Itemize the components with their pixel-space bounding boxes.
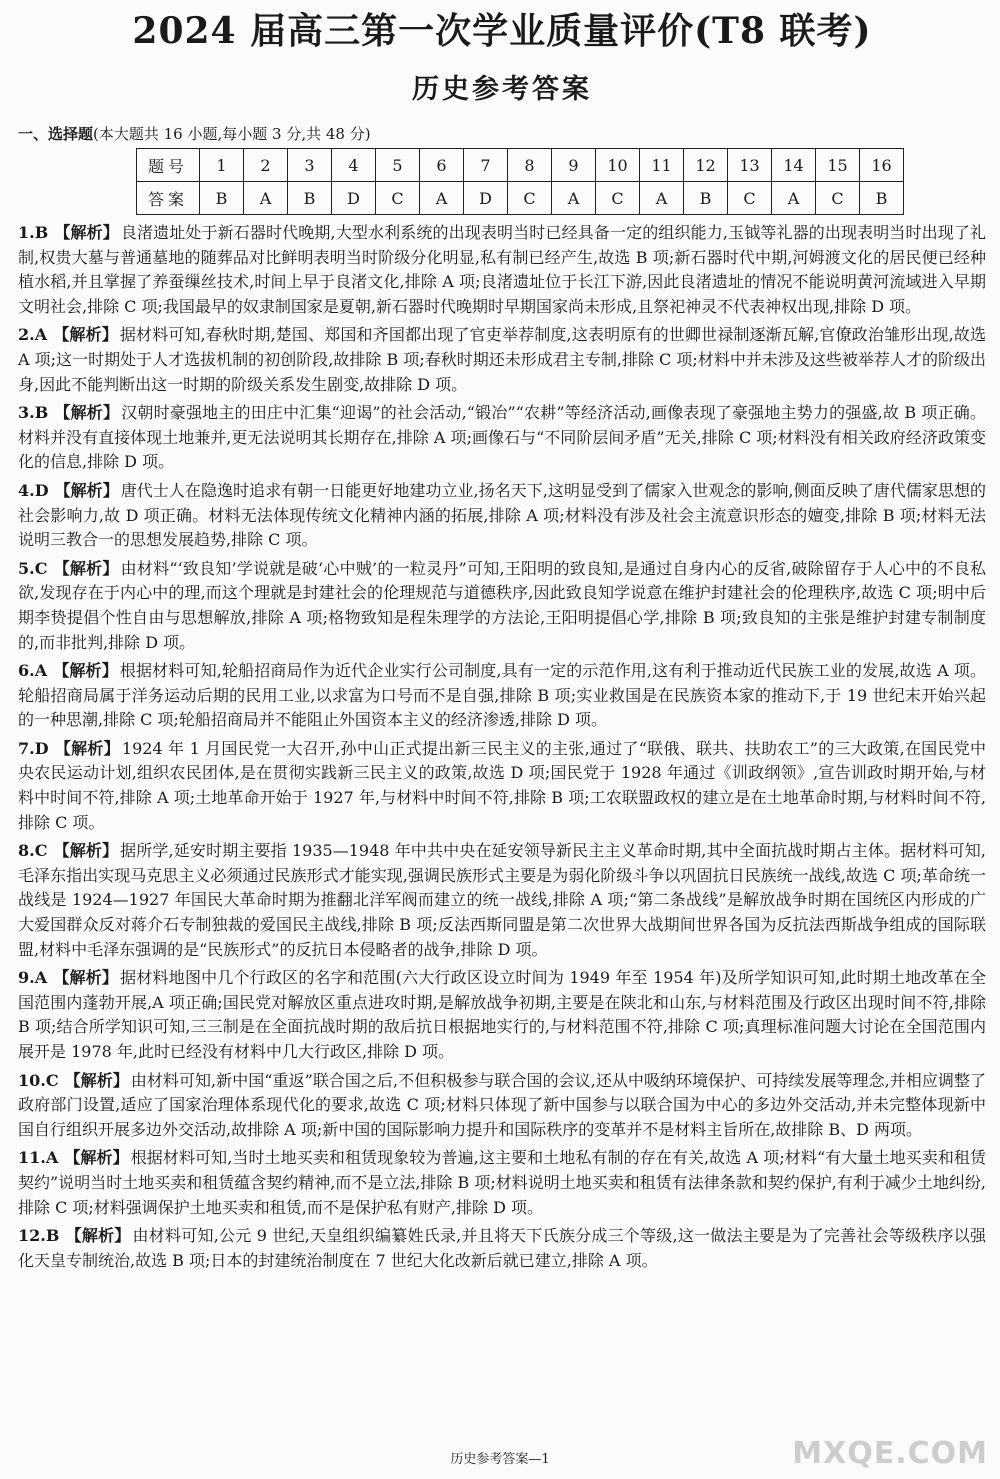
question-number-cell: 1: [200, 149, 244, 182]
answer-cell: B: [288, 182, 332, 215]
item-text: 由材料可知,新中国“重返”联合国之后,不但积极参与联合国的会议,还从中吸纳环境保护、可持续发展等理念,并相应调整了政府部门设置,适应了国家治理体系现代化的要求,故选 C 项;材料只体现了新中国参与以联合国为中心的多边外交活动,并未完整体现新中国自行组织开展多边外交活动,故排除 A 项;新中国的国际影响力提升和国际秩序的变革并不是材料主旨所在,故排除 B、D 两项。: [18, 1070, 986, 1139]
section-note: (本大题共 16 小题,每小题 3 分,共 48 分): [93, 125, 371, 143]
item-text: 由材料可知,公元 9 世纪,天皇组织编纂姓氏录,并且将天下氏族分成三个等级,这一做法主要是为了完善社会等级秩序以强化天皇专制统治,故选 B 项;日本的封建统治制度在 7 世纪大化改新后就已建立,排除 A 项。: [18, 1226, 986, 1270]
item-answer: B: [34, 223, 49, 242]
item-tag: 【解析】: [65, 1226, 131, 1246]
section-heading: [18, 122, 986, 146]
answer-cell: C: [376, 182, 420, 215]
item-number: 3.: [18, 403, 35, 423]
item-tag: 【解析】: [54, 403, 120, 423]
item-answer: C: [34, 558, 48, 578]
item-number: 6.: [18, 661, 35, 681]
explanation-item: [18, 479, 986, 553]
explanation-item: [18, 323, 986, 397]
item-tag: 【解析】: [64, 1148, 129, 1168]
question-number-cell: 12: [684, 149, 728, 182]
question-number-cell: 6: [420, 149, 464, 182]
question-number-cell: 5: [376, 149, 420, 182]
item-number: 4.: [18, 480, 35, 500]
question-number-cell: 11: [640, 149, 684, 182]
item-tag: 【解析】: [53, 841, 119, 861]
item-tag: 【解析】: [54, 738, 120, 758]
explanation-item: [18, 1224, 986, 1273]
question-number-cell: 10: [596, 149, 640, 182]
item-text: 根据材料可知,当时土地买卖和租赁现象较为普遍,这主要和土地私有制的存在有关,故选 A 项;材料“有大量土地买卖和租赁契约”说明当时土地买卖和租赁蕴含契约精神,而不是立法,排除 B 项;材料说明土地买卖和租赁有法律条款和契约保护,有利于减少土地纠纷,排除 C 项;材料强调保护土地买卖和租赁,而不是保护私有财产,排除 D 项。: [18, 1148, 986, 1217]
row-label-answer: 答案: [137, 182, 200, 215]
item-text: 由材料“‘致良知’学说就是破‘心中贼’的一粒灵丹”可知,王阳明的致良知,是通过自身内心的反省,破除留存于人心中的不良私欲,发现存在于内心中的理,而这个理就是封建社会的伦理规范与道德秩序,因此致良知学说意在维护封建社会的伦理秩序,故选 C 项;明中后期李贽提倡个性自由与思想解放,排除 A 项;格物致知是程朱理学的方法论,王阳明提倡心学,排除 B 项;致良知的主张是维护封建专制制度的,而非批判,排除 D 项。: [18, 558, 986, 652]
item-text: 据材料可知,春秋时期,楚国、郑国和齐国都出现了官吏举荐制度,这表明原有的世卿世禄制逐渐瓦解,官僚政治雏形出现,故选 A 项;这一时期处于人才选拔机制的初创阶段,故排除 B 项;春秋时期还未形成君主专制,排除 C 项;材料中并未涉及这些被举荐人才的阶级出身,因此不能判断出这一时期的阶级关系发生剧变,故排除 D 项。: [18, 325, 986, 394]
item-number: 1.: [18, 223, 35, 242]
item-text: 良渚遗址处于新石器时代晚期,大型水利系统的出现表明当时已经具备一定的组织能力,玉钺等礼器的出现表明当时出现了礼制,权贵大墓与普通墓地的随葬品对比鲜明表明当时阶级分化明显,私有制已经产生,故选 B 项;新石器时代中期,河姆渡文化的居民便已经种植水稻,并且掌握了养蚕缫丝技术,时间上早于良渚文化,排除 A 项;良渚遗址位于长江下游,因此良渚遗址的情况不能说明黄河流域进入早期文明社会,排除 C 项;我国最早的奴隶制国家是夏朝,新石器时代晚期时早期国家尚未形成,且祭祀神灵不代表神权出现,排除 D 项。: [18, 223, 986, 316]
answer-cell: C: [596, 182, 640, 215]
item-answer: D: [34, 480, 49, 500]
row-label-question-number: 题号: [137, 149, 200, 182]
answer-cell: B: [860, 182, 904, 215]
item-answer: C: [45, 1070, 59, 1090]
item-answer: B: [34, 403, 49, 423]
answer-cell: A: [772, 182, 816, 215]
page-footer: 历史参考答案—1: [450, 1452, 550, 1467]
explanation-item: [18, 839, 986, 962]
item-number: 7.: [18, 738, 35, 758]
item-tag: 【解析】: [53, 661, 118, 681]
explanation-item: [18, 1146, 986, 1220]
item-text: 唐代士人在隐逸时追求有朝一日能更好地建功立业,扬名天下,这明显受到了儒家入世观念的影响,侧面反映了唐代儒家思想的社会影响力,故 D 项正确。材料无法体现传统文化精神内涵的拓展,排除 A 项;材料没有涉及社会主流意识形态的嬗变,排除 B 项;材料无法说明三教合一的思想发展趋势,排除 C 项。: [18, 480, 986, 550]
answer-cell: D: [464, 182, 508, 215]
explanation-item: [18, 966, 986, 1064]
item-text: 1924 年 1 月国民党一大召开,孙中山正式提出新三民主义的主张,通过了“联俄、联共、扶助农工”的三大政策,在国民党中央农民运动计划,组织农民团体,是在贯彻实践新三民主义的政策,故选 D 项;国民党于 1928 年通过《训政纲领》,宣告训政时期开始,与材料中时间不符,排除 A 项;土地革命开始于 1927 年,与材料中时间不符,排除 B 项;工农联盟政权的建立是在土地革命时期,与材料时间不符,排除 C 项。: [18, 738, 986, 832]
question-number-cell: 9: [552, 149, 596, 182]
page-title: 2024 届高三第一次学业质量评价(T8 联考): [132, 10, 872, 52]
question-number-cell: 14: [772, 149, 816, 182]
item-tag: 【解析】: [54, 480, 119, 500]
question-number-row: [137, 149, 904, 182]
answer-cell: C: [816, 182, 860, 215]
question-number-cell: 3: [288, 149, 332, 182]
question-number-cell: 4: [332, 149, 376, 182]
watermark: MXQE.COM: [792, 1436, 988, 1471]
item-answer: A: [34, 325, 48, 345]
item-number: 10.: [18, 1070, 46, 1090]
item-text: 根据材料可知,轮船招商局作为近代企业实行公司制度,具有一定的示范作用,这有利于推动近代民族工业的发展,故选 A 项。轮船招商局属于洋务运动后期的民用工业,以求富为口号而不是自强,排除 B 项;实业救国是在民族资本家的推动下,于 19 世纪末开始兴起的一种思潮,排除 C 项;轮船招商局并不能阻止外国资本主义的经济渗透,排除 D 项。: [18, 661, 986, 730]
item-number: 12.: [18, 1226, 46, 1246]
question-number-cell: 16: [860, 149, 904, 182]
item-answer: A: [45, 1148, 59, 1168]
question-number-cell: 2: [244, 149, 288, 182]
item-answer: D: [34, 738, 49, 758]
explanation-item: [18, 557, 986, 655]
item-number: 11.: [18, 1148, 46, 1168]
explanation-item: [18, 659, 986, 733]
page-subtitle: 历史参考答案: [412, 74, 592, 105]
item-answer: C: [34, 841, 48, 861]
item-tag: 【解析】: [53, 325, 118, 345]
item-tag: 【解析】: [64, 1070, 129, 1090]
answer-row: [137, 182, 904, 215]
answer-table: [136, 148, 904, 215]
answer-cell: A: [420, 182, 464, 215]
item-number: 9.: [18, 968, 35, 988]
explanation-item: [18, 401, 986, 475]
item-answer: B: [45, 1226, 60, 1246]
answer-cell: A: [640, 182, 684, 215]
question-number-cell: 15: [816, 149, 860, 182]
item-answer: A: [34, 661, 48, 681]
item-tag: 【解析】: [54, 223, 119, 242]
answer-cell: A: [244, 182, 288, 215]
answer-cell: D: [332, 182, 376, 215]
item-number: 5.: [18, 558, 35, 578]
explanation-item: [18, 221, 986, 319]
item-answer: A: [34, 968, 48, 988]
item-tag: 【解析】: [53, 558, 119, 578]
question-number-cell: 8: [508, 149, 552, 182]
question-number-cell: 13: [728, 149, 772, 182]
section-label: 一、选择题: [18, 125, 94, 143]
item-tag: 【解析】: [53, 968, 119, 988]
item-text: 据材料地图中几个行政区的名字和范围(六大行政区设立时间为 1949 年至 1954 年)及所学知识可知,此时期土地改革在全国范围内蓬勃开展,A 项正确;国民党对解放区重点进攻时期,是解放战争初期,主要是在陕北和山东,与材料范围及行政区出现时间不符,排除 B 项;结合所学知识可知,三三制是在全面抗战时期的敌后抗日根据地实行的,与材料范围不符,排除 C 项;真理标准问题大讨论在全国范围内展开是 1978 年,此时已经没有材料中几大行政区,排除 D 项。: [18, 968, 986, 1061]
item-text: 据所学,延安时期主要指 1935—1948 年中共中央在延安领导新民主主义革命时期,其中全面抗战时期占主体。据材料可知,毛泽东指出实现马克思主义必须通过民族形式才能实现,强调民族形式主要是为弱化阶级斗争以巩固抗日民族统一战线,故选 C 项;革命统一战线是 1924—1927 年国民大革命时期为推翻北洋军阀而建立的统一战线,排除 A 项;“第二条战线”是解放战争时期在国统区内形成的广大爱国群众反对蒋介石专制独裁的爱国民主战线,排除 B 项;反法西斯同盟是第二次世界大战期间世界各国为反抗法西斯战争组成的国际联盟,材料中毛泽东强调的是“民族形式”的反抗日本侵略者的战争,排除 D 项。: [18, 841, 986, 959]
answer-cell: C: [728, 182, 772, 215]
explanation-list: [18, 221, 986, 1273]
item-text: 汉朝时豪强地主的田庄中汇集“迎谒”的社会活动,“锻冶”“农耕”等经济活动,画像表现了豪强地主势力的强盛,故 B 项正确。材料并没有直接体现土地兼并,更无法说明其长期存在,排除 A 项;画像石与“不同阶层间矛盾”无关,排除 C 项;材料没有相关政府经济政策变化的信息,排除 D 项。: [18, 403, 986, 472]
answer-cell: B: [200, 182, 244, 215]
answer-cell: B: [684, 182, 728, 215]
question-number-cell: 7: [464, 149, 508, 182]
explanation-item: [18, 737, 986, 835]
answer-cell: A: [552, 182, 596, 215]
answer-cell: C: [508, 182, 552, 215]
item-number: 2.: [18, 325, 35, 345]
item-number: 8.: [18, 841, 35, 861]
explanation-item: [18, 1069, 986, 1143]
